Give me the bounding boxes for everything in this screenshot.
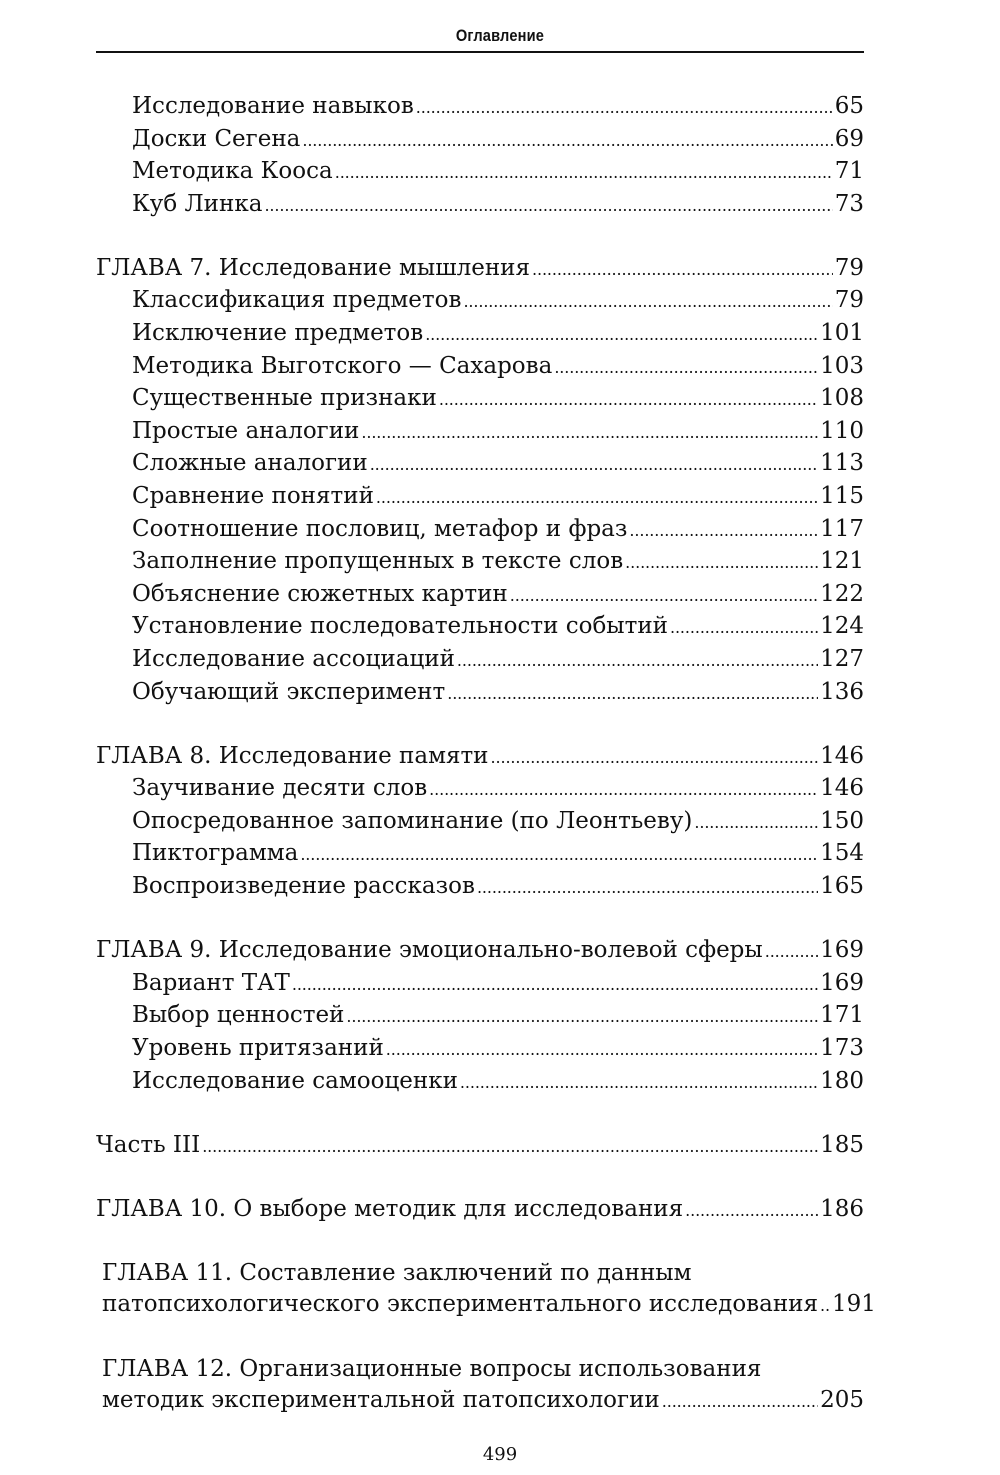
toc-entry-section[interactable] xyxy=(96,91,864,124)
toc-entry-title: Существенные признаки xyxy=(132,385,437,412)
dot-leader xyxy=(439,383,818,416)
toc-entry-chapter[interactable] xyxy=(96,253,864,286)
toc-entry-title: Классификация предметов xyxy=(132,287,462,314)
toc-entry-section[interactable] xyxy=(96,546,864,579)
toc-entry-page: 186 xyxy=(820,1195,864,1222)
toc-entry-page: 122 xyxy=(820,580,864,607)
toc-entry-section[interactable] xyxy=(96,285,864,318)
toc-entry-page: 150 xyxy=(820,807,864,834)
toc-entry-title: Объяснение сюжетных картин xyxy=(132,580,508,607)
toc-entry-section[interactable] xyxy=(96,838,864,871)
toc-entry-section[interactable] xyxy=(96,1033,864,1066)
toc-entry-section[interactable] xyxy=(96,514,864,547)
dot-leader xyxy=(457,644,818,677)
toc-entry-page: 101 xyxy=(820,320,864,347)
dot-leader xyxy=(629,514,818,547)
dot-leader xyxy=(694,806,818,839)
toc-entry-title: Сравнение понятий xyxy=(132,483,374,510)
dot-leader xyxy=(765,935,818,968)
toc-entry-section[interactable] xyxy=(96,448,864,481)
dot-leader xyxy=(361,416,818,449)
toc-entry-title: Заполнение пропущенных в тексте слов xyxy=(132,548,624,575)
toc-entry-title: Исследование ассоциаций xyxy=(132,646,455,672)
toc-entry-section[interactable] xyxy=(96,124,864,157)
toc-entry-section[interactable] xyxy=(96,383,864,416)
toc-entry-page: 146 xyxy=(820,775,864,802)
toc-entry-title: Воспроизведение рассказов xyxy=(132,873,475,900)
toc-entry-page: 180 xyxy=(820,1067,864,1094)
toc-entry-section[interactable] xyxy=(96,611,864,644)
toc-entry-title: Методика Выготского — Сахарова xyxy=(132,352,553,379)
toc-entry-title: Доски Сегена xyxy=(132,125,301,152)
dot-leader xyxy=(820,1289,830,1322)
toc-entry-title: Исследование навыков xyxy=(132,93,414,119)
toc-entry-title-line1: ГЛАВА 11. Составление заключений по данным xyxy=(102,1259,692,1286)
toc-entry-page: 173 xyxy=(820,1034,864,1061)
toc-entry-section[interactable] xyxy=(96,1066,864,1099)
dot-leader xyxy=(335,156,833,189)
toc-entry-page: 169 xyxy=(820,969,864,996)
toc-entry-title-line2: патопсихологического экспериментального исследования xyxy=(102,1291,819,1318)
toc-entry-section[interactable] xyxy=(96,189,864,222)
toc-entry-title: Часть III xyxy=(96,1131,201,1158)
dot-leader xyxy=(670,611,818,644)
toc-entry-title: Опосредованное запоминание (по Леонтьеву) xyxy=(132,807,693,834)
toc-entry-page: 185 xyxy=(820,1131,864,1158)
dot-leader xyxy=(386,1033,818,1066)
header-rule xyxy=(96,51,864,53)
toc-entry-title: ГЛАВА 9. Исследование эмоционально-волевой сферы xyxy=(96,937,763,964)
toc-entry-chapter-12[interactable] xyxy=(96,1354,864,1418)
toc-entry-title: Обучающий эксперимент xyxy=(132,678,446,705)
toc-entry-page: 205 xyxy=(820,1387,864,1414)
toc-group xyxy=(96,1130,864,1163)
toc-entry-page: 110 xyxy=(820,417,864,444)
dot-leader xyxy=(463,285,832,318)
dot-leader xyxy=(532,253,833,286)
toc-entry-title: Исследование самооценки xyxy=(132,1067,458,1094)
table-of-contents xyxy=(96,91,876,1449)
dot-leader xyxy=(264,189,832,222)
toc-entry-page: 154 xyxy=(820,840,864,867)
dot-leader xyxy=(447,677,818,710)
dot-leader xyxy=(460,1066,818,1099)
toc-entry-page: 108 xyxy=(820,385,864,412)
toc-entry-title: Заучивание десяти слов xyxy=(132,775,428,802)
toc-entry-section[interactable] xyxy=(96,968,864,1001)
toc-entry-section[interactable] xyxy=(96,579,864,612)
toc-entry-page: 79 xyxy=(834,287,864,314)
toc-group xyxy=(96,253,864,709)
dot-leader xyxy=(202,1130,818,1163)
toc-entry-chapter[interactable] xyxy=(96,935,864,968)
toc-entry-title-line2: методик экспериментальной патопсихологии xyxy=(102,1387,660,1414)
toc-entry-page: 103 xyxy=(820,352,864,379)
toc-entry-page: 124 xyxy=(820,613,864,640)
page-number: 499 xyxy=(482,1444,518,1465)
toc-entry-page: 113 xyxy=(820,450,864,477)
toc-entry-chapter-11[interactable] xyxy=(96,1258,876,1322)
toc-entry-page: 117 xyxy=(820,515,864,542)
dot-leader xyxy=(302,124,832,157)
dot-leader xyxy=(416,91,833,124)
dot-leader xyxy=(376,481,818,514)
toc-entry-title: Соотношение пословиц, метафор и фраз xyxy=(132,515,628,542)
toc-entry-page: 65 xyxy=(834,93,864,119)
toc-entry-title: Выбор ценностей xyxy=(132,1002,345,1029)
toc-entry-title: Исключение предметов xyxy=(132,320,424,347)
dot-leader xyxy=(292,968,818,1001)
toc-entry-page: 127 xyxy=(820,646,864,672)
toc-entry-page: 169 xyxy=(820,937,864,964)
toc-group xyxy=(96,1194,864,1227)
toc-entry-page: 136 xyxy=(820,678,864,705)
toc-entry-section[interactable] xyxy=(96,351,864,384)
toc-entry-chapter[interactable] xyxy=(96,1194,864,1227)
toc-entry-section[interactable] xyxy=(96,644,864,677)
dot-leader xyxy=(491,741,819,774)
toc-entry-title: ГЛАВА 7. Исследование мышления xyxy=(96,254,530,281)
dot-leader xyxy=(554,351,818,384)
toc-entry-section[interactable] xyxy=(96,318,864,351)
toc-entry-section[interactable] xyxy=(96,156,864,189)
dot-leader xyxy=(625,546,818,579)
toc-entry-page: 115 xyxy=(820,483,864,510)
toc-group xyxy=(96,91,864,221)
toc-entry-title: Куб Линка xyxy=(132,190,263,217)
toc-group xyxy=(96,741,864,904)
toc-entry-title: Установление последовательности событий xyxy=(132,613,668,640)
toc-entry-title: Методика Кооса xyxy=(132,158,333,185)
toc-entry-title: Сложные аналогии xyxy=(132,450,368,477)
toc-entry-page: 71 xyxy=(834,158,864,185)
toc-entry-section[interactable] xyxy=(96,677,864,710)
toc-entry-page: 165 xyxy=(820,873,864,900)
toc-group xyxy=(96,935,864,1098)
toc-entry-title: Уровень притязаний xyxy=(132,1034,384,1061)
toc-entry-page: 79 xyxy=(834,254,864,281)
toc-entry-title: ГЛАВА 10. О выборе методик для исследования xyxy=(96,1195,684,1222)
toc-entry-page: 171 xyxy=(820,1002,864,1029)
toc-entry-section[interactable] xyxy=(96,1000,864,1033)
toc-entry-section[interactable] xyxy=(96,416,864,449)
toc-entry-section[interactable] xyxy=(96,773,864,806)
toc-entry-chapter[interactable] xyxy=(96,741,864,774)
toc-entry-title: Простые аналогии xyxy=(132,417,360,444)
toc-entry-title: ГЛАВА 8. Исследование памяти xyxy=(96,742,489,769)
dot-leader xyxy=(510,579,818,612)
dot-leader xyxy=(477,871,818,904)
toc-entry-chapter[interactable] xyxy=(96,1130,864,1163)
running-head: Оглавление xyxy=(455,26,545,45)
toc-entry-page: 121 xyxy=(820,548,864,575)
dot-leader xyxy=(300,838,818,871)
toc-entry-title: Пиктограмма xyxy=(132,840,299,867)
toc-entry-page: 191 xyxy=(832,1291,876,1318)
toc-entry-title: Вариант ТАТ xyxy=(132,969,290,996)
toc-entry-section[interactable] xyxy=(96,481,864,514)
dot-leader xyxy=(346,1000,818,1033)
toc-entry-page: 69 xyxy=(834,125,864,152)
toc-entry-section[interactable] xyxy=(96,806,864,839)
toc-entry-page: 146 xyxy=(820,742,864,769)
dot-leader xyxy=(662,1385,818,1418)
toc-entry-title-line1: ГЛАВА 12. Организационные вопросы использования xyxy=(102,1355,762,1382)
dot-leader xyxy=(370,448,818,481)
toc-entry-section[interactable] xyxy=(96,871,864,904)
dot-leader xyxy=(425,318,818,351)
toc-entry-page: 73 xyxy=(834,190,864,217)
dot-leader xyxy=(685,1194,818,1227)
dot-leader xyxy=(429,773,818,806)
